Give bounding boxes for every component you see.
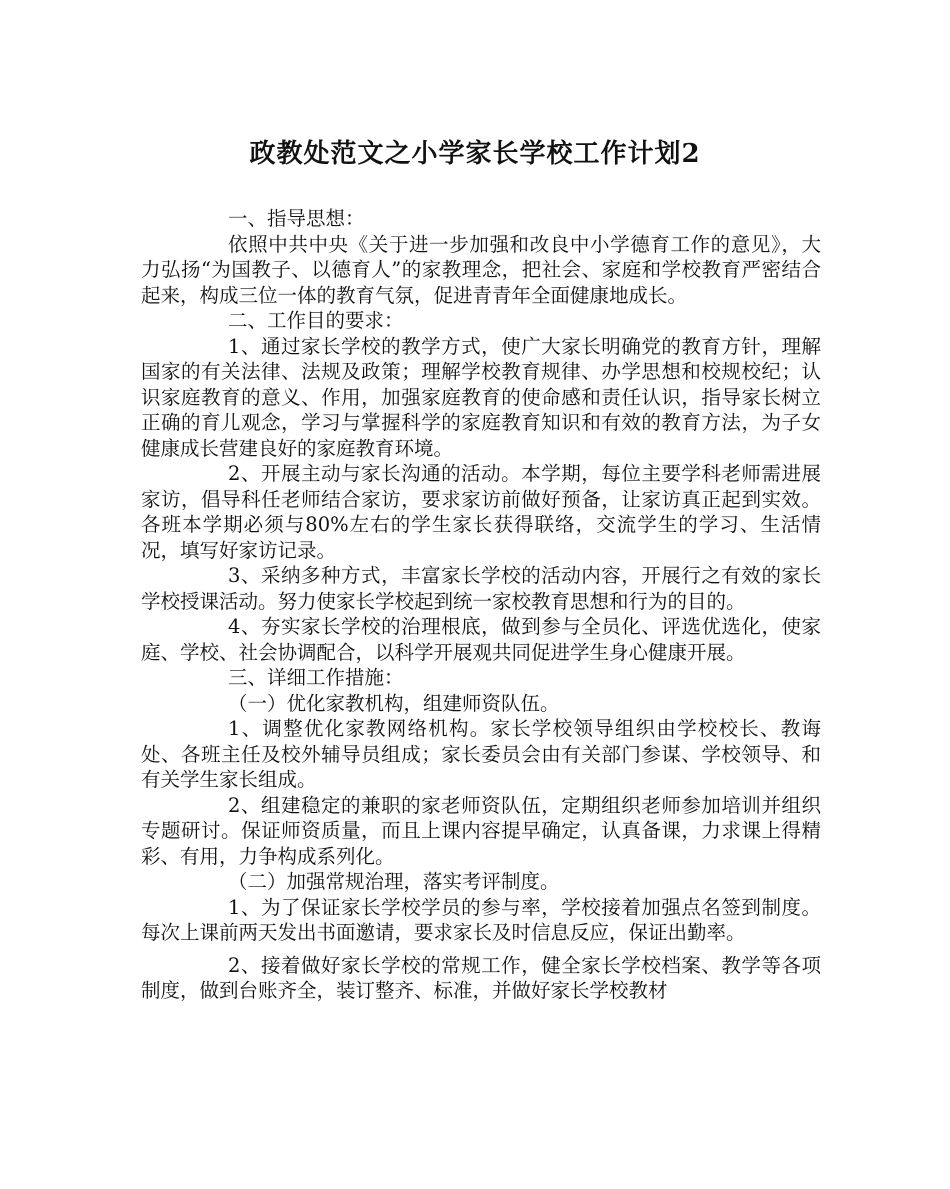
paragraph: 1、为了保证家长学校学员的参与率，学校接着加强点名签到制度。每次上课前两天发出书面邀请，要求家长及时信息反应，保证出勤率。 — [141, 895, 821, 944]
paragraph: 3、采纳多种方式，丰富家长学校的活动内容，开展行之有效的家长学校授课活动。努力使家长学校起到统一家校教育思想和行为的目的。 — [141, 564, 821, 613]
paragraph: 一、指导思想： — [228, 207, 365, 230]
paragraph: 2、组建稳定的兼职的家老师资队伍，定期组织老师参加培训并组织专题研讨。保证师资质量，而且上课内容提早确定，认真备课，力求课上得精彩、有用，力争构成系列化。 — [141, 793, 821, 868]
paragraph: （一）优化家教机构，组建师资队伍。 — [228, 691, 560, 715]
paragraph: 4、夯实家长学校的治理根底，做到参与全员化、评选优选化，使家庭、学校、社会协调配合，以科学开展观共同促进学生身心健康开展。 — [141, 615, 821, 664]
paragraph: 1、调整优化家教网络机构。家长学校领导组织由学校校长、教诲处、各班主任及校外辅导员组成；家长委员会由有关部门参谋、学校领导、和有关学生家长组成。 — [141, 717, 821, 791]
paragraph: 二、工作目的要求： — [228, 309, 404, 332]
document-body — [141, 206, 821, 1004]
document-title: 政教处范文之小学家长学校工作计划2 — [249, 139, 701, 169]
paragraph: 依照中共中央《关于进一步加强和改良中小学德育工作的意见》，大力弘扬“为国教子、以德育人”的家教理念，把社会、家庭和学校教育严密结合起来，构成三位一体的教育气氛，促进青青年全面健康地成长。 — [141, 232, 821, 307]
paragraph: 1、通过家长学校的教学方式，使广大家长明确党的教育方针，理解国家的有关法律、法规及政策；理解学校教育规律、办学思想和校规校纪；认识家庭教育的意义、作用，加强家庭教育的使命感和责任认识，指导家长树立正确的育儿观念，学习与掌握科学的家庭教育知识和有效的教育方法，为子女健康成长营建良好的家庭教育环境。 — [141, 334, 821, 460]
paragraph: 2、接着做好家长学校的常规工作，健全家长学校档案、教学等各项制度，做到台账齐全，装订整齐、标准，并做好家长学校教材 — [141, 953, 821, 1002]
paragraph: 2、开展主动与家长沟通的活动。本学期，每位主要学科老师需进展家访，倡导科任老师结合家访，要求家访前做好预备，让家访真正起到实效。各班本学期必须与80%左右的学生家长获得联络，交流学生的学习、生活情况，填写好家访记录。 — [141, 462, 821, 562]
paragraph: 三、详细工作措施： — [228, 666, 404, 689]
paragraph: （二）加强常规治理，落实考评制度。 — [228, 870, 560, 893]
